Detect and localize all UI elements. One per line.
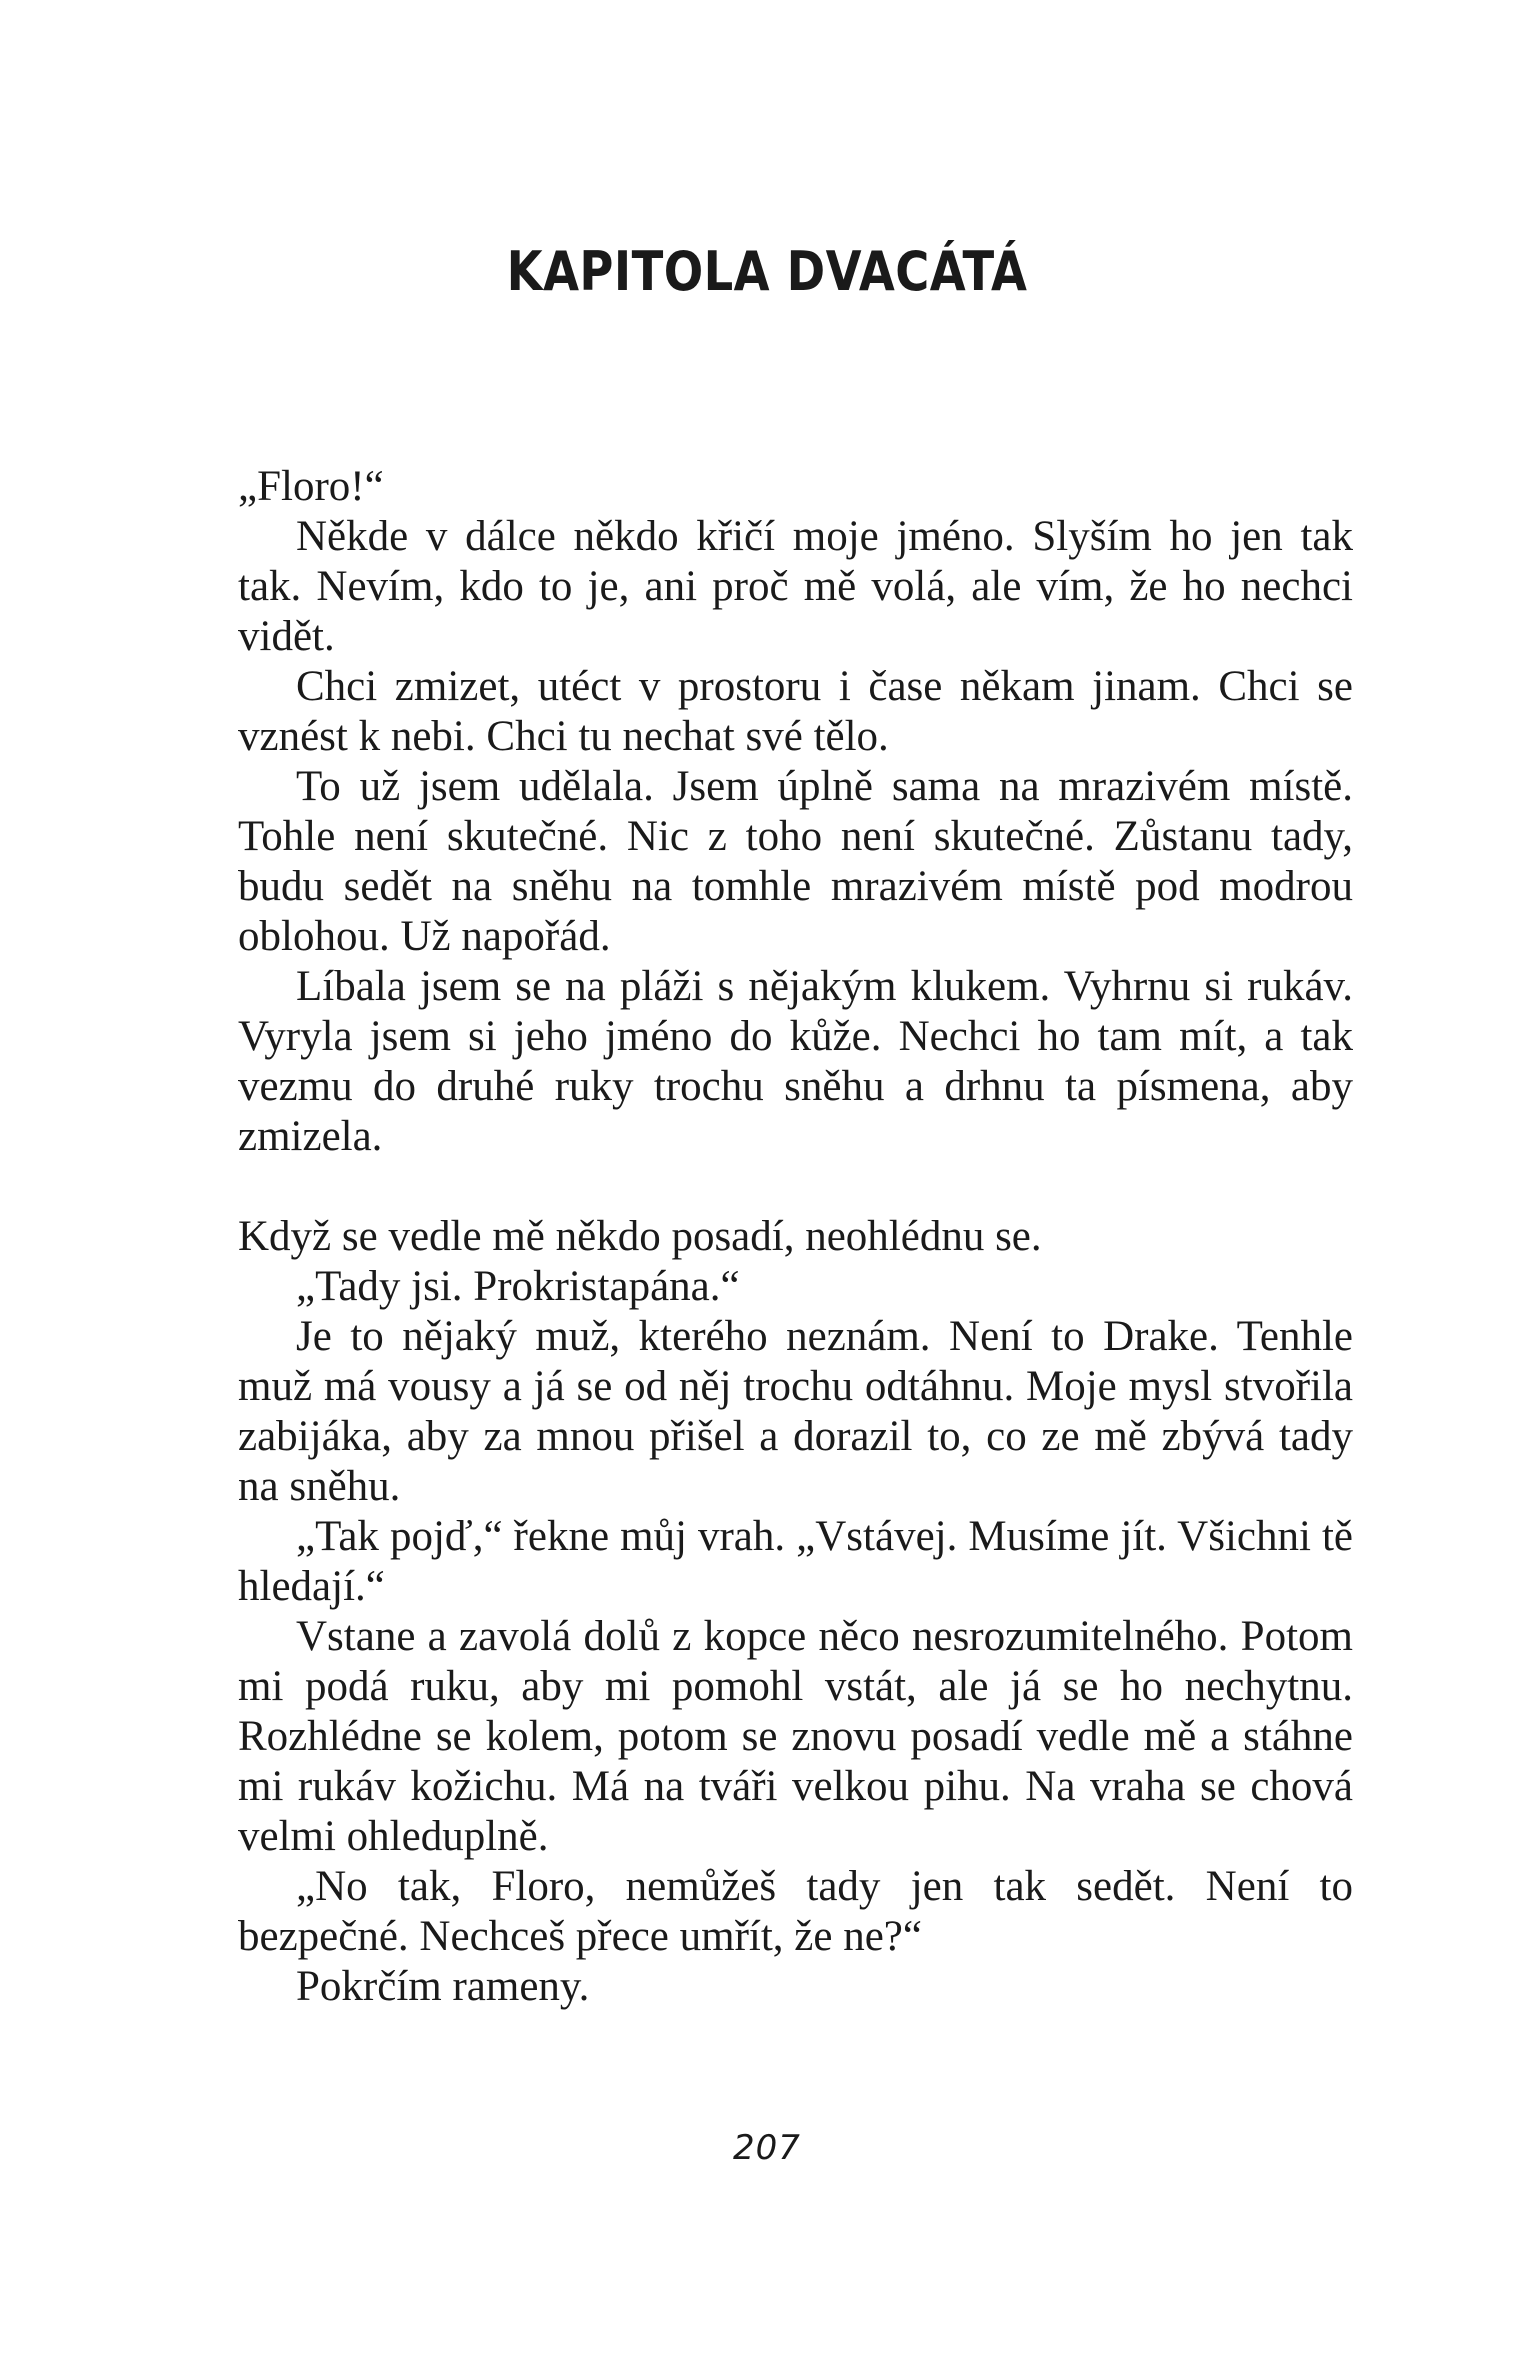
paragraph: Vstane a zavolá dolů z kopce něco nesrozumitelného. Potom mi podá ruku, aby mi pomohl vstát, ale já se ho nechytnu. Rozhlédne se kolem, potom se znovu posadí vedle mě a stáhne mi rukáv kožichu. Má na tváři velkou pihu. Na vraha se chová velmi ohleduplně. (238, 1613, 1353, 1860)
paragraph: „Tady jsi. Prokristapána.“ (296, 1263, 740, 1310)
paragraph: Chci zmizet, utéct v prostoru i čase někam jinam. Chci se vznést k nebi. Chci tu nechat své tělo. (238, 663, 1353, 760)
section-break (238, 1162, 1353, 1212)
paragraph: Pokrčím rameny. (296, 1963, 590, 2010)
paragraph: Když se vedle mě někdo posadí, neohlédnu se. (238, 1213, 1042, 1260)
paragraph: Někde v dálce někdo křičí moje jméno. Slyším ho jen tak tak. Nevím, kdo to je, ani proč mě volá, ale vím, že ho nechci vidět. (238, 513, 1353, 660)
paragraph: Je to nějaký muž, kterého neznám. Není to Drake. Tenhle muž má vousy a já se od něj trochu odtáhnu. Moje mysl stvořila zabijáka, aby za mnou přišel a dorazil to, co ze mě zbývá tady na sněhu. (238, 1313, 1353, 1510)
paragraph: „Tak pojď,“ řekne můj vrah. „Vstávej. Musíme jít. Všichni tě hledají.“ (238, 1513, 1353, 1610)
paragraph: „Floro!“ (238, 463, 384, 510)
paragraph: Líbala jsem se na pláži s nějakým klukem. Vyhrnu si rukáv. Vyryla jsem si jeho jméno do kůže. Nechci ho tam mít, a tak vezmu do druhé ruky trochu sněhu a drhnu ta písmena, aby zmizela. (238, 963, 1353, 1160)
paragraph: To už jsem udělala. Jsem úplně sama na mrazivém místě. Tohle není skutečné. Nic z toho není skutečné. Zůstanu tady, budu sedět na sněhu na tomhle mrazivém místě pod modrou oblohou. Už napořád. (238, 763, 1353, 960)
paragraph: „No tak, Floro, nemůžeš tady jen tak sedět. Není to bezpečné. Nechceš přece umřít, že ne?“ (238, 1863, 1353, 1960)
body-text (238, 462, 1353, 2012)
chapter-title: KAPITOLA DVACÁTÁ (506, 240, 1028, 303)
page-number: 207 (733, 2128, 801, 2168)
